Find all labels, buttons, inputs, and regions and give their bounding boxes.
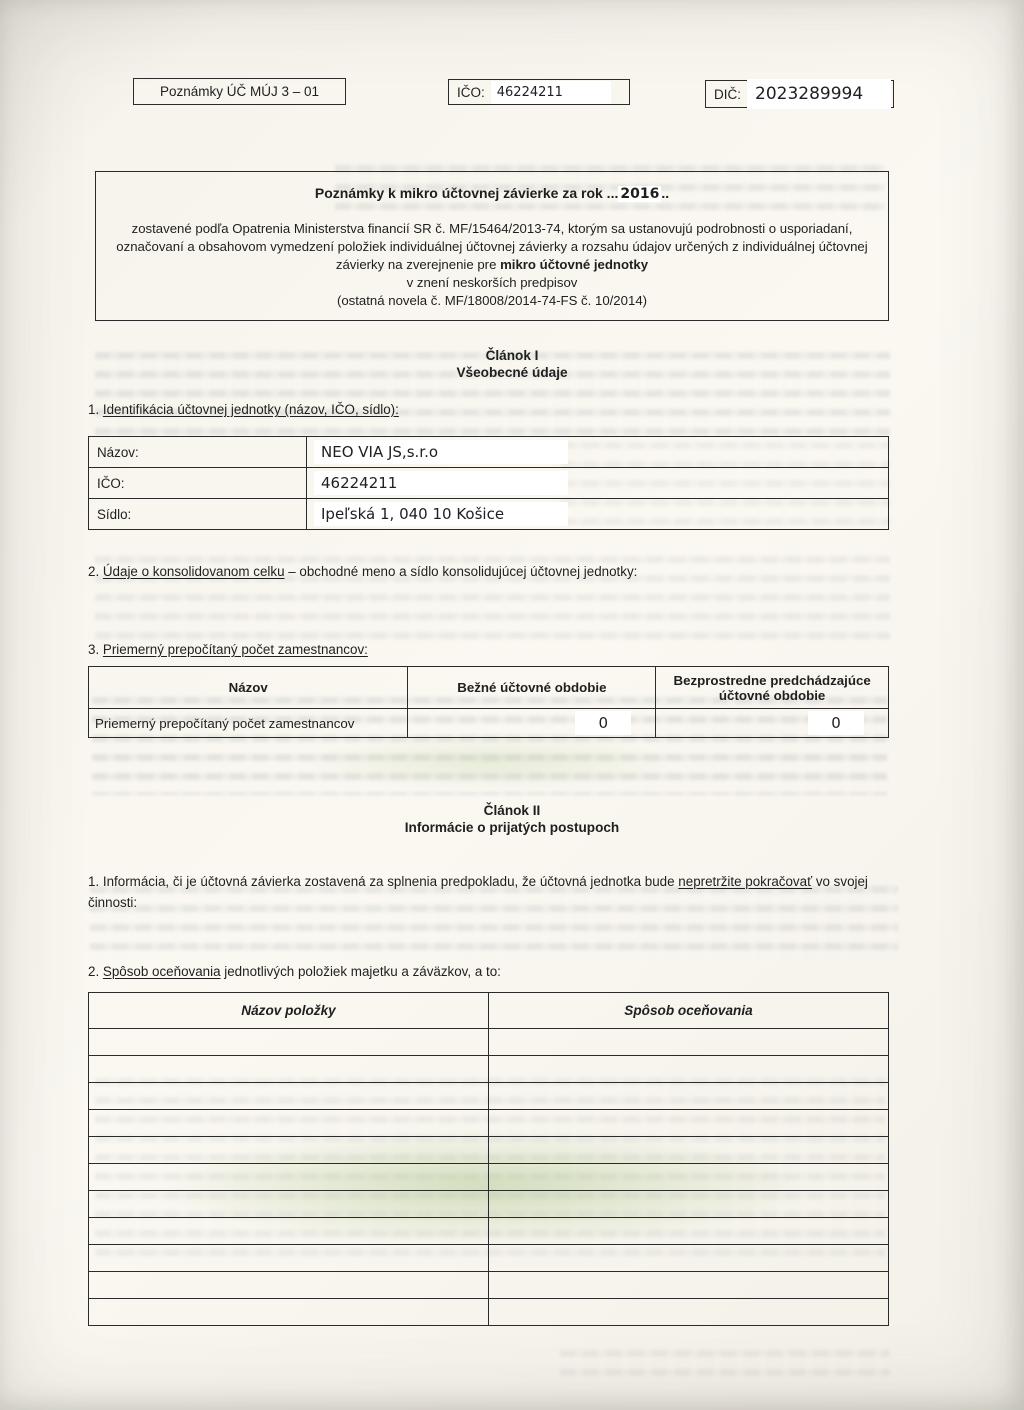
valuation-empty-cell — [89, 1110, 489, 1137]
employees-col-current-period: Bežné účtovné obdobie — [408, 667, 656, 709]
employees-col-nazov: Názov — [89, 667, 408, 709]
valuation-empty-cell — [489, 1164, 889, 1191]
valuation-empty-cell — [89, 1245, 489, 1272]
intro-line-predpisov: v znení neskorších predpisov — [406, 275, 578, 290]
intro-paragraph — [106, 220, 878, 274]
bleedthrough-smudge — [560, 1350, 890, 1378]
id-value-sidlo: Ipeľská 1, 040 10 Košice — [316, 504, 566, 524]
valuation-empty-cell — [89, 1218, 489, 1245]
ico-label: IČO: — [457, 84, 485, 100]
ico-box — [448, 79, 630, 105]
id-label-nazov: Názov: — [89, 437, 307, 468]
valuation-empty-row — [89, 1218, 889, 1245]
valuation-empty-cell — [89, 1299, 489, 1326]
form-code-text: Poznámky ÚČ MÚJ 3 – 01 — [159, 84, 320, 99]
valuation-empty-cell — [89, 1191, 489, 1218]
valuation-empty-cell — [489, 1245, 889, 1272]
dic-label: DIČ: — [714, 86, 741, 102]
valuation-empty-row — [89, 1056, 889, 1083]
item-identifikacia — [88, 400, 898, 421]
a2-item2-rest: jednotlivých položiek majetku a záväzkov, a to: — [220, 964, 501, 979]
employees-current-value: 0 — [577, 713, 629, 733]
item2-rest: – obchodné meno a sídlo konsolidujúcej účtovnej jednotky: — [284, 564, 638, 579]
id-value-cell — [307, 437, 889, 468]
valuation-empty-cell — [89, 1083, 489, 1110]
employees-current-cell — [408, 709, 656, 738]
valuation-empty-cell — [89, 1272, 489, 1299]
valuation-empty-row — [89, 1245, 889, 1272]
dic-box — [705, 80, 894, 108]
valuation-table-body — [89, 1029, 889, 1326]
identification-table — [88, 436, 889, 530]
valuation-empty-cell — [489, 1299, 889, 1326]
valuation-empty-cell — [89, 1029, 489, 1056]
valuation-empty-cell — [489, 1218, 889, 1245]
valuation-empty-cell — [489, 1056, 889, 1083]
highlight-bleed-green — [300, 735, 680, 790]
id-row-ico — [89, 468, 889, 499]
valuation-header-row — [89, 993, 889, 1029]
valuation-empty-cell — [489, 1110, 889, 1137]
employees-previous-value: 0 — [810, 713, 862, 733]
item1-number: 1. — [88, 402, 103, 417]
article2-subtitle: Informácie o prijatých postupoch — [404, 820, 620, 835]
article1-title: Článok I — [485, 348, 539, 363]
id-value-cell — [307, 468, 889, 499]
item-sposob-ocenovania — [88, 962, 898, 983]
ico-value: 46224211 — [493, 83, 609, 102]
item3-number: 3. — [88, 642, 103, 657]
a2-item1-after: vo svojej činnosti: — [88, 874, 868, 910]
valuation-empty-row — [89, 1029, 889, 1056]
item-pocet-zamestnancov — [88, 640, 898, 661]
title-prefix: Poznámky k mikro účtovnej závierke za rok ... — [314, 185, 619, 201]
valuation-col-sposob-ocenovania: Spôsob oceňovania — [489, 993, 889, 1029]
employees-row-label: Priemerný prepočítaný počet zamestnancov — [89, 709, 408, 738]
article2-heading — [0, 802, 1024, 836]
a2-item1-before: 1. Informácia, či je účtovná závierka zostavená za splnenia predpokladu, že účtovná jednotka bude — [88, 874, 679, 889]
a2-item2-underlined: Spôsob oceňovania — [102, 964, 221, 979]
item-nepretrzite-pokracovanie — [88, 872, 898, 914]
document-title — [106, 184, 878, 203]
title-year: 2016 — [620, 186, 660, 202]
id-row-nazov — [89, 437, 889, 468]
valuation-empty-row — [89, 1137, 889, 1164]
employees-header-row — [89, 667, 889, 709]
id-row-sidlo — [89, 499, 889, 530]
article2-title: Článok II — [483, 803, 541, 818]
valuation-empty-row — [89, 1110, 889, 1137]
valuation-empty-cell — [489, 1272, 889, 1299]
valuation-empty-cell — [489, 1137, 889, 1164]
title-suffix: .. — [661, 185, 670, 201]
valuation-empty-row — [89, 1164, 889, 1191]
form-code-box — [133, 78, 346, 105]
article1-heading — [0, 347, 1024, 381]
valuation-empty-cell — [89, 1137, 489, 1164]
valuation-empty-row — [89, 1191, 889, 1218]
valuation-empty-cell — [89, 1056, 489, 1083]
article1-subtitle: Všeobecné údaje — [456, 365, 568, 380]
a2-item1-underlined: nepretržite pokračovať — [678, 874, 813, 889]
intro-bold-text: mikro účtovné jednotky — [500, 257, 649, 272]
intro-line-novela: (ostatná novela č. MF/18008/2014-74-FS č. 10/2014) — [336, 293, 648, 308]
item2-number: 2. — [88, 564, 103, 579]
item2-underlined: Údaje o konsolidovanom celku — [102, 564, 285, 579]
item-konsolidovany-celok — [88, 562, 898, 583]
id-value-cell — [307, 499, 889, 530]
employees-table — [88, 666, 889, 738]
item1-text: Identifikácia účtovnej jednotky (názov, IČO, sídlo): — [102, 402, 399, 417]
id-value-ico: 46224211 — [316, 473, 566, 493]
id-label-sidlo: Sídlo: — [89, 499, 307, 530]
a2-item2-number: 2. — [88, 964, 103, 979]
valuation-empty-cell — [89, 1164, 489, 1191]
valuation-empty-cell — [489, 1029, 889, 1056]
item3-underlined: Priemerný prepočítaný počet zamestnancov: — [102, 642, 368, 657]
id-label-ico: IČO: — [89, 468, 307, 499]
id-value-nazov: NEO VIA JS,s.r.o — [316, 442, 566, 462]
dic-value: 2023289994 — [749, 81, 889, 107]
employees-previous-cell — [656, 709, 889, 738]
valuation-empty-row — [89, 1299, 889, 1326]
employees-col-previous-period: Bezprostredne predchádzajúce účtovné obdobie — [656, 667, 889, 709]
intro-text: zostavené podľa Opatrenia Ministerstva financií SR č. MF/15464/2013-74, ktorým sa ustanovujú podrobnosti o usporiadaní, označovaní a obsahovom vymedzení položiek individuálnej účtovnej závierky a rozsahu údajov určených z individuálnej účtovnej závierky na zverejnenie pre — [116, 221, 868, 272]
valuation-empty-row — [89, 1272, 889, 1299]
employees-data-row — [89, 709, 889, 738]
valuation-col-nazov-polozky: Názov položky — [89, 993, 489, 1029]
valuation-empty-cell — [489, 1083, 889, 1110]
valuation-empty-row — [89, 1083, 889, 1110]
valuation-empty-cell — [489, 1191, 889, 1218]
title-box — [95, 171, 889, 321]
valuation-table — [88, 992, 889, 1326]
